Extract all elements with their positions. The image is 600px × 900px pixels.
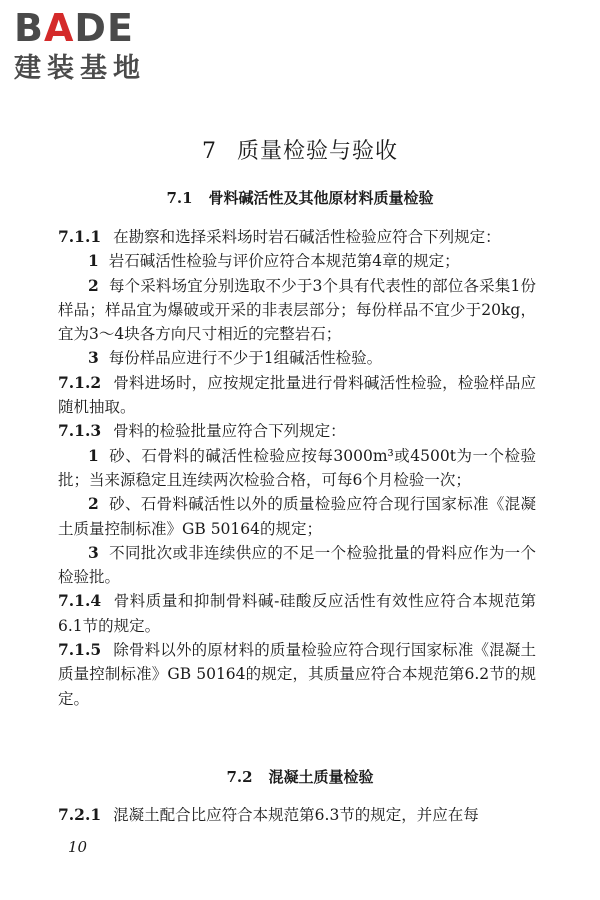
paragraph-text: 骨料的检验批量应符合下列规定： xyxy=(113,422,346,441)
section-title: 骨料碱活性及其他原材料质量检验 xyxy=(208,189,434,207)
paragraph-text: 砂、石骨料碱活性以外的质量检验应符合现行国家标准《混凝土质量控制标准》GB 50164的规定； xyxy=(58,495,536,538)
section-heading-7-2 xyxy=(0,766,600,787)
clause-number: 7.1.2 xyxy=(58,372,102,392)
paragraph-text: 每份样品应进行不少于1组碱活性检验。 xyxy=(108,349,383,368)
list-item xyxy=(58,492,536,541)
clause-number: 7.1.4 xyxy=(58,591,102,611)
item-number: 2 xyxy=(88,275,99,295)
logo-brand-mark xyxy=(14,8,184,48)
item-number: 1 xyxy=(88,251,99,271)
list-item xyxy=(58,346,536,370)
clause-number: 7.1.5 xyxy=(58,640,102,660)
section-title: 混凝土质量检验 xyxy=(268,768,374,786)
item-number: 3 xyxy=(88,542,99,562)
paragraph-text: 除骨料以外的原材料的质量检验应符合现行国家标准《混凝土质量控制标准》GB 50164的规定，其质量应符合本规范第6.2节的规定。 xyxy=(58,641,536,708)
list-item xyxy=(58,541,536,590)
chapter-heading xyxy=(0,134,600,165)
clause-paragraph xyxy=(58,638,536,711)
clause-paragraph xyxy=(58,803,536,827)
section-number: 7.1 xyxy=(166,189,193,207)
list-item xyxy=(58,274,536,347)
section-number: 7.2 xyxy=(226,768,253,786)
clause-paragraph xyxy=(58,225,536,249)
paragraph-text: 每个采料场宜分别选取不少于3个具有代表性的部位各采集1份样品；样品宜为爆破或开采的非表层部分；每份样品不宜少于20kg，宜为3～4块各方向尺寸相近的完整岩石； xyxy=(58,276,536,344)
list-item xyxy=(58,249,536,273)
list-item xyxy=(58,444,536,493)
paragraph-text: 骨料进场时，应按规定批量进行骨料碱活性检验，检验样品应随机抽取。 xyxy=(58,373,536,417)
clause-number: 7.1.1 xyxy=(58,227,102,246)
item-number: 1 xyxy=(88,445,99,465)
section-heading-7-1 xyxy=(0,187,600,208)
section-7-2-body xyxy=(58,803,536,827)
clause-paragraph xyxy=(58,419,536,443)
logo-brand-text: BADE xyxy=(14,6,134,50)
page-number: 10 xyxy=(68,838,88,856)
paragraph-text: 混凝土配合比应符合本规范第6.3节的规定，并应在每 xyxy=(113,806,479,824)
clause-number: 7.2.1 xyxy=(58,805,102,824)
item-number: 3 xyxy=(88,348,99,368)
section-7-1-body xyxy=(58,225,536,711)
paragraph-text: 岩石碱活性检验与评价应符合本规范第4章的规定； xyxy=(108,252,460,271)
clause-number: 7.1.3 xyxy=(58,421,102,441)
paragraph-text: 不同批次或非连续供应的不足一个检验批量的骨料应作为一个检验批。 xyxy=(58,543,536,587)
paragraph-text: 在勘察和选择采料场时岩石碱活性检验应符合下列规定： xyxy=(113,228,501,246)
chapter-number: 7 xyxy=(201,139,217,164)
item-number: 2 xyxy=(88,494,99,514)
paragraph-text: 砂、石骨料的碱活性检验应按每3000m³或4500t为一个检验批；当来源稳定且连续两次检验合格，可每6个月检验一次； xyxy=(58,446,536,489)
logo-subtitle: 建装基地 xyxy=(14,53,146,84)
paragraph-text: 骨料质量和抑制骨料碱-硅酸反应活性有效性应符合本规范第6.1节的规定。 xyxy=(58,592,536,635)
clause-paragraph xyxy=(58,589,536,638)
chapter-title: 质量检验与验收 xyxy=(236,139,398,164)
bade-logo xyxy=(14,8,184,98)
clause-paragraph xyxy=(58,371,536,420)
